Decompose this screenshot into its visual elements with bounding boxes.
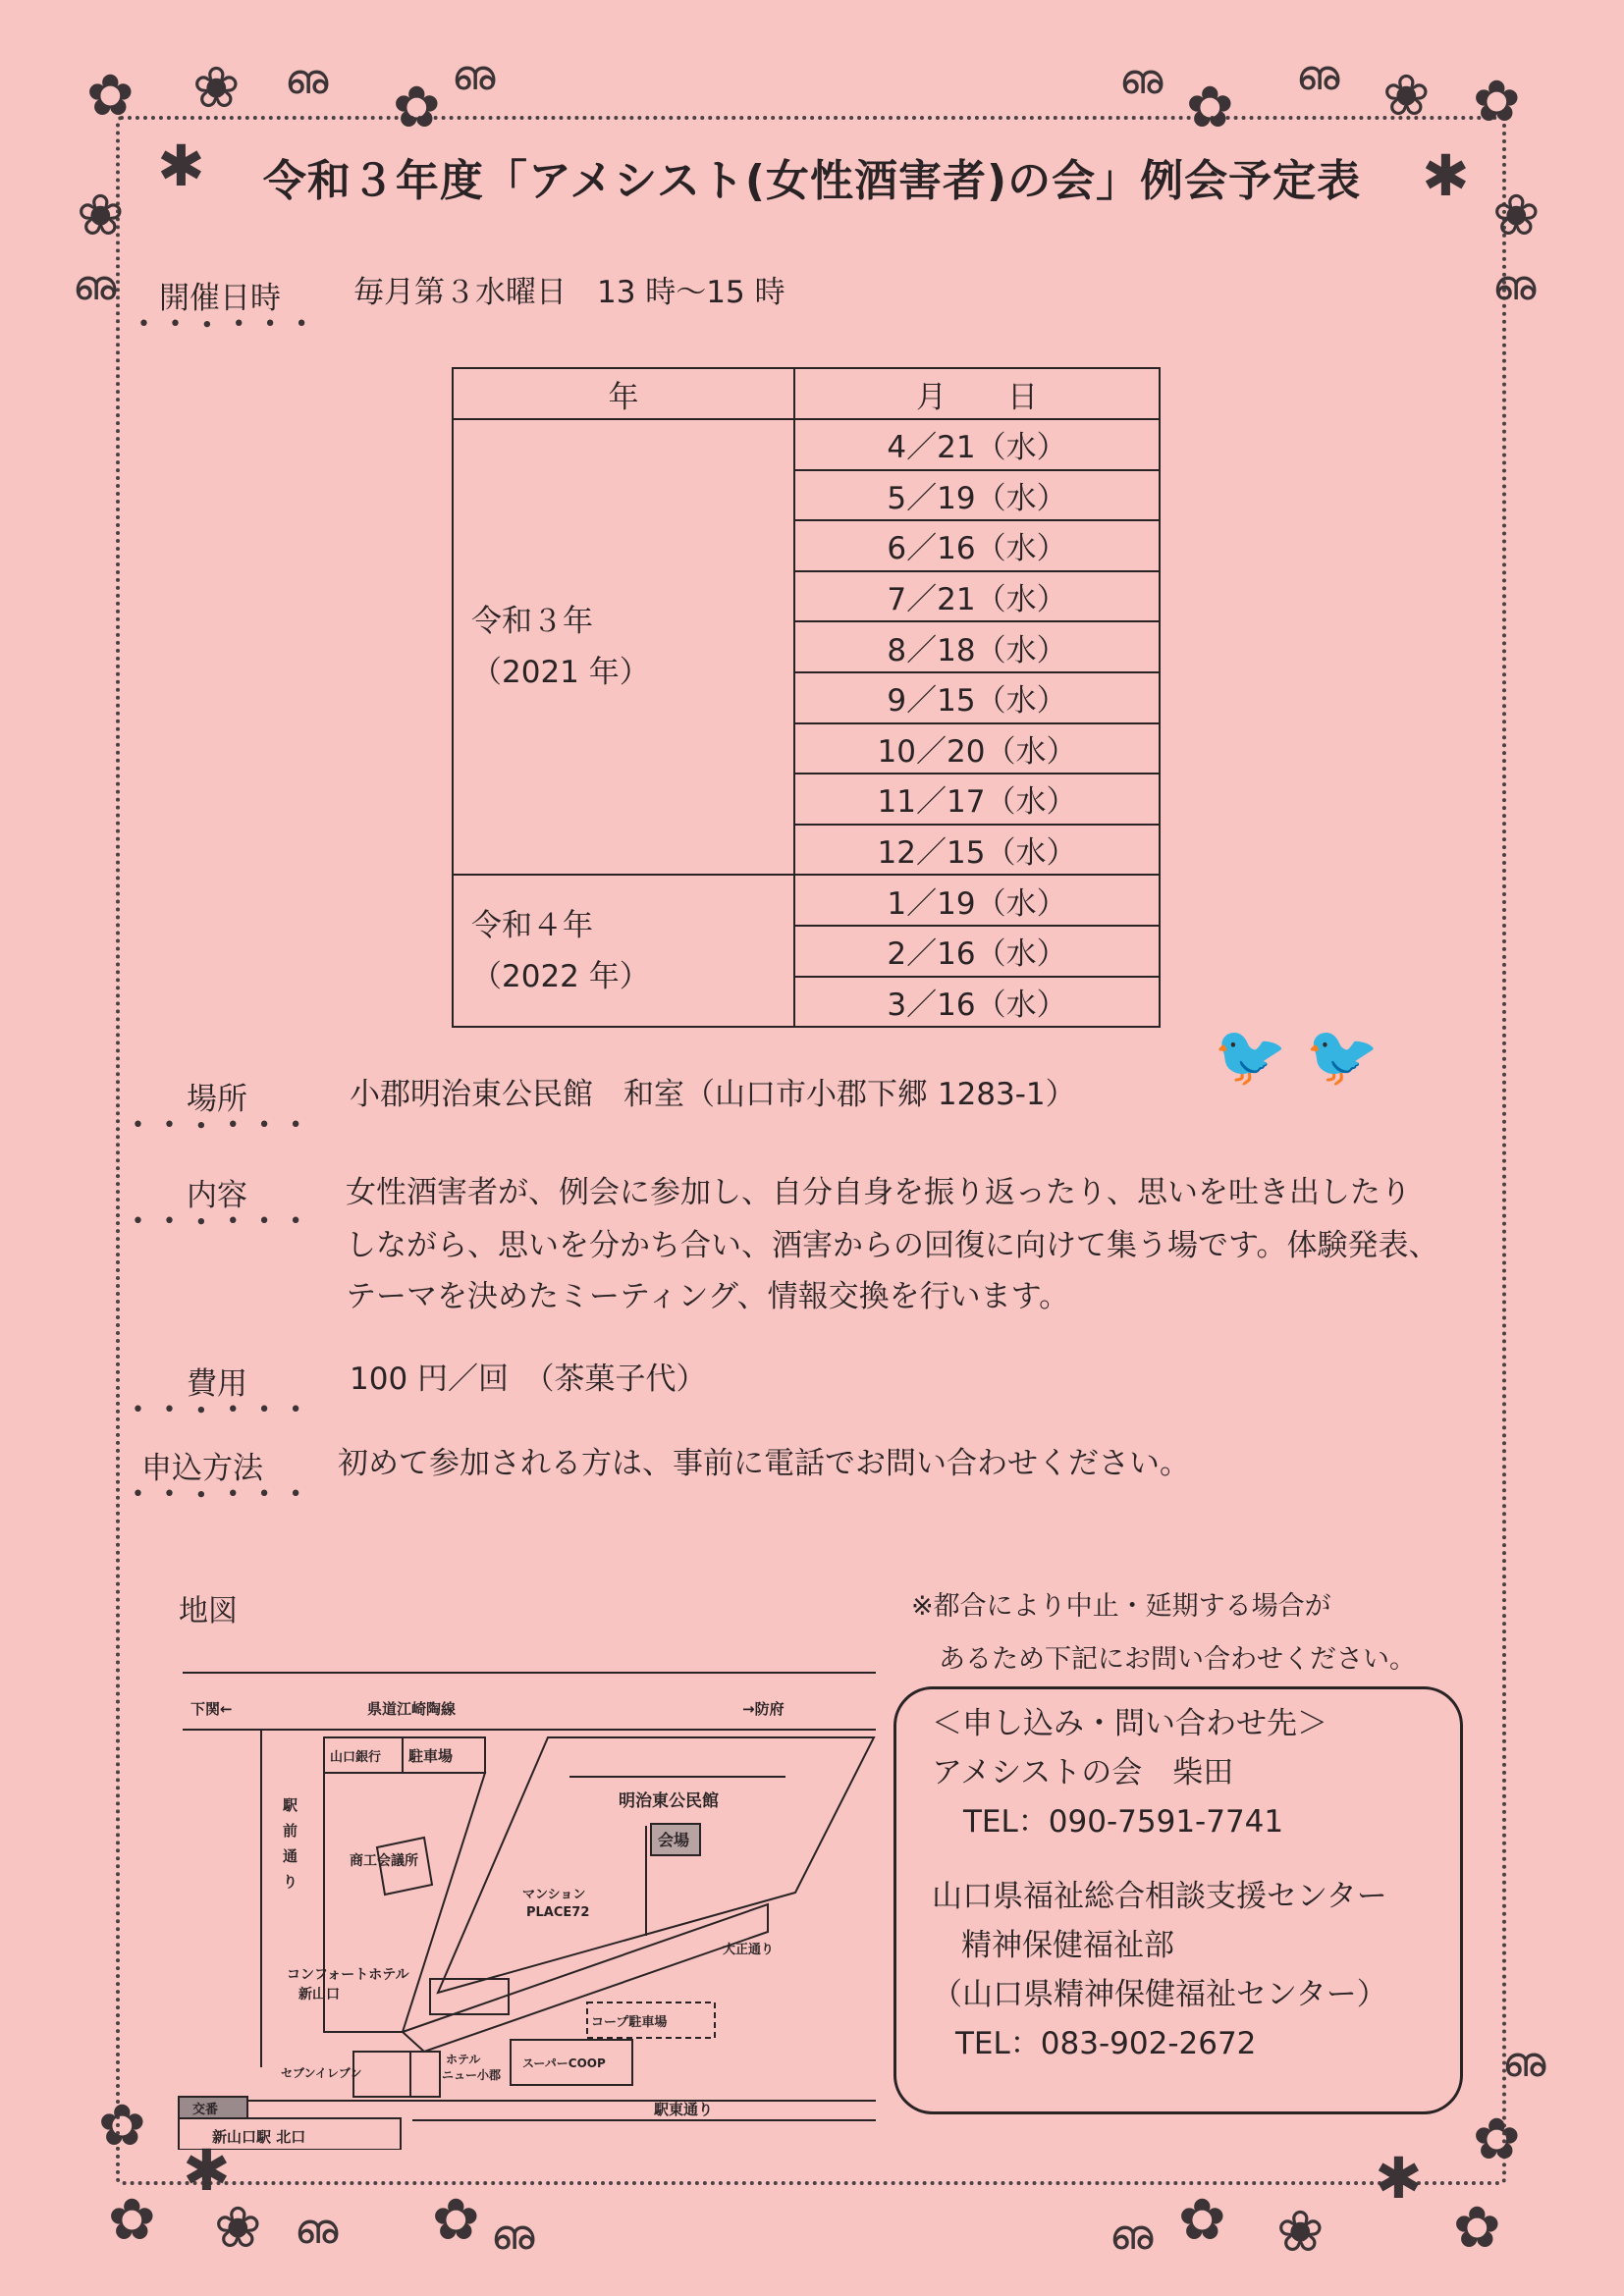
date-cell: 12／15（水） — [794, 825, 1160, 876]
label-hofu: →防府 — [742, 1700, 785, 1718]
dotted-underline: • • ∙ • • • — [137, 312, 314, 337]
flower-icon: ❀ — [1276, 2198, 1325, 2265]
swirl-icon: ഌ — [73, 261, 117, 309]
content-line-1: 女性酒害者が、例会に参加し、自分自身を振り返ったり、思いを吐き出したり — [346, 1175, 1411, 1210]
contact-tel-2: TEL：083-902-2672 — [955, 2026, 1257, 2061]
content-line-2: しながら、思いを分かち合い、酒害からの回復に向けて集う場です。体験発表、 — [346, 1228, 1439, 1263]
swirl-icon: ഌ — [1119, 55, 1164, 103]
date-cell: 11／17（水） — [794, 774, 1160, 825]
label-eki-higashi-street: 駅東通り — [654, 2101, 714, 2118]
contact-org-2-alt: （山口県精神保健福祉センター） — [932, 1977, 1387, 2012]
flower-icon: ✿ — [86, 62, 135, 129]
map-title: 地図 — [179, 1594, 238, 1629]
label-yamaguchi-bank: 山口銀行 — [330, 1750, 382, 1765]
flower-icon: ✿ — [1473, 2106, 1521, 2172]
flower-icon: ❀ — [77, 182, 125, 248]
contact-tel-1: TEL：090-7591-7741 — [963, 1804, 1284, 1840]
label-seven-eleven: セブンイレブン — [281, 2066, 362, 2080]
label-parking: 駐車場 — [408, 1747, 454, 1765]
notice — [911, 1580, 1416, 1686]
label-prefectural-road: 県道江崎陶線 — [367, 1700, 457, 1718]
access-map — [167, 1659, 884, 2150]
date-cell: 7／21（水） — [794, 571, 1160, 622]
flower-icon: ❀ — [1382, 62, 1431, 129]
year-label: 令和４年 — [471, 907, 593, 943]
swirl-icon: ഌ — [491, 2211, 535, 2259]
label-venue: 会場 — [658, 1831, 690, 1849]
flower-icon: ✿ — [393, 74, 441, 140]
flower-icon: ✿ — [1473, 68, 1521, 134]
place-value: 小郡明治東公民館 和室（山口市小郡下郷 1283-1） — [350, 1077, 1076, 1112]
place-label: 場所 — [187, 1082, 247, 1117]
flower-icon: ✿ — [432, 2186, 480, 2253]
date-cell: 10／20（水） — [794, 723, 1160, 774]
swirl-icon: ഌ — [1502, 2038, 1546, 2086]
label-shin-yamaguchi: 新山口 — [298, 1987, 340, 2002]
date-cell: 6／16（水） — [794, 520, 1160, 571]
contact-org-2: 山口県福祉総合相談支援センター — [932, 1879, 1387, 1914]
label-comfort-hotel: コンフォートホテル — [287, 1967, 409, 1983]
contact-org-2-sub: 精神保健福祉部 — [961, 1928, 1174, 1963]
contact-org-1: アメシストの会 柴田 — [932, 1755, 1234, 1790]
schedule-table — [452, 367, 1161, 1028]
label-place72: PLACE72 — [526, 1905, 590, 1920]
label-super-coop: スーパーCOOP — [522, 2056, 606, 2070]
label-chamber-of-commerce: 商工会議所 — [350, 1853, 418, 1869]
swirl-icon: ഌ — [1296, 51, 1340, 99]
header-date: 月 日 — [794, 368, 1160, 419]
flower-icon: ✱ — [183, 2137, 231, 2204]
flower-icon: ✱ — [1422, 142, 1470, 209]
notice-line-1: ※都合により中止・延期する場合が — [911, 1591, 1331, 1622]
label-coop-parking: コープ駐車場 — [591, 2015, 668, 2030]
flower-icon: ✱ — [1375, 2145, 1423, 2212]
label-police-box: 交番 — [192, 2103, 219, 2117]
year-cell-2021 — [453, 419, 794, 875]
label-ekimae: 前 — [283, 1822, 298, 1840]
contact-heading: ＜申し込み・問い合わせ先＞ — [932, 1706, 1327, 1741]
swirl-icon: ഌ — [295, 2205, 339, 2253]
label-meiji-community-hall: 明治東公民館 — [619, 1791, 719, 1811]
date-cell: 5／19（水） — [794, 470, 1160, 521]
label-hotel: ホテル — [446, 2053, 481, 2066]
dotted-underline: • • ∙ • • • — [132, 1113, 308, 1138]
label-shimonoseki: 下関← — [190, 1700, 233, 1718]
flower-icon: ✿ — [1453, 2194, 1501, 2261]
label-hotel-new-ogori: ニュー小郡 — [442, 2068, 502, 2082]
swirl-icon: ഌ — [1110, 2211, 1154, 2259]
swirl-icon: ഌ — [285, 55, 329, 103]
date-cell: 3／16（水） — [794, 977, 1160, 1028]
swirl-icon: ഌ — [452, 51, 496, 99]
flower-icon: ❀ — [214, 2194, 262, 2261]
apply-value: 初めて参加される方は、事前に電話でお問い合わせください。 — [338, 1446, 1190, 1481]
fee-label: 費用 — [187, 1366, 247, 1402]
schedule-value: 毎月第３水曜日 13 時〜15 時 — [353, 275, 785, 310]
header-year: 年 — [453, 368, 794, 419]
contact-box — [893, 1686, 1463, 2114]
flower-icon: ✱ — [157, 133, 205, 199]
flower-icon: ❀ — [192, 54, 241, 121]
label-mansion: マンション — [522, 1888, 586, 1902]
label-ekimae: 通 — [283, 1847, 298, 1865]
content-label: 内容 — [187, 1178, 247, 1213]
date-cell: 8／18（水） — [794, 621, 1160, 672]
flower-icon: ❀ — [1492, 182, 1541, 248]
content-line-3: テーマを決めたミーティング、情報交換を行います。 — [346, 1279, 1070, 1314]
label-ekimae: り — [283, 1873, 298, 1891]
flower-icon: ✿ — [1186, 74, 1234, 140]
flower-icon: ✿ — [98, 2092, 146, 2159]
birds-illustration: 🐦 🐦 — [1214, 1022, 1380, 1091]
label-taisho-street: 大正通り — [723, 1943, 775, 1957]
swirl-icon: ഌ — [1492, 261, 1537, 309]
date-cell: 2／16（水） — [794, 926, 1160, 977]
spacer — [932, 1846, 1460, 1872]
schedule-label: 開催日時 — [159, 281, 281, 316]
flower-icon: ✿ — [1178, 2186, 1226, 2253]
fee-value: 100 円／回 （茶菓子代） — [350, 1362, 707, 1397]
year-label: 令和３年 — [471, 604, 593, 640]
year-label-western: （2021 年） — [471, 655, 650, 691]
apply-label: 申込方法 — [141, 1451, 263, 1486]
dotted-underline: • • ∙ • • • — [132, 1398, 308, 1422]
page-title: 令和３年度「アメシスト(女性酒害者)の会」例会予定表 — [262, 156, 1362, 206]
year-cell-2022 — [453, 875, 794, 1027]
dotted-underline: • • ∙ • • • — [132, 1482, 308, 1507]
map-drawing — [167, 1659, 884, 2150]
label-shin-yamaguchi-station: 新山口駅 北口 — [212, 2128, 306, 2146]
date-cell: 9／15（水） — [794, 672, 1160, 723]
date-cell: 4／21（水） — [794, 419, 1160, 470]
date-cell: 1／19（水） — [794, 875, 1160, 926]
label-ekimae: 駅 — [283, 1796, 298, 1814]
notice-line-2: あるため下記にお問い合わせください。 — [939, 1644, 1416, 1675]
year-label-western: （2022 年） — [471, 958, 650, 994]
flower-icon: ✿ — [108, 2186, 156, 2253]
dotted-underline: • • ∙ • • • — [132, 1209, 308, 1234]
